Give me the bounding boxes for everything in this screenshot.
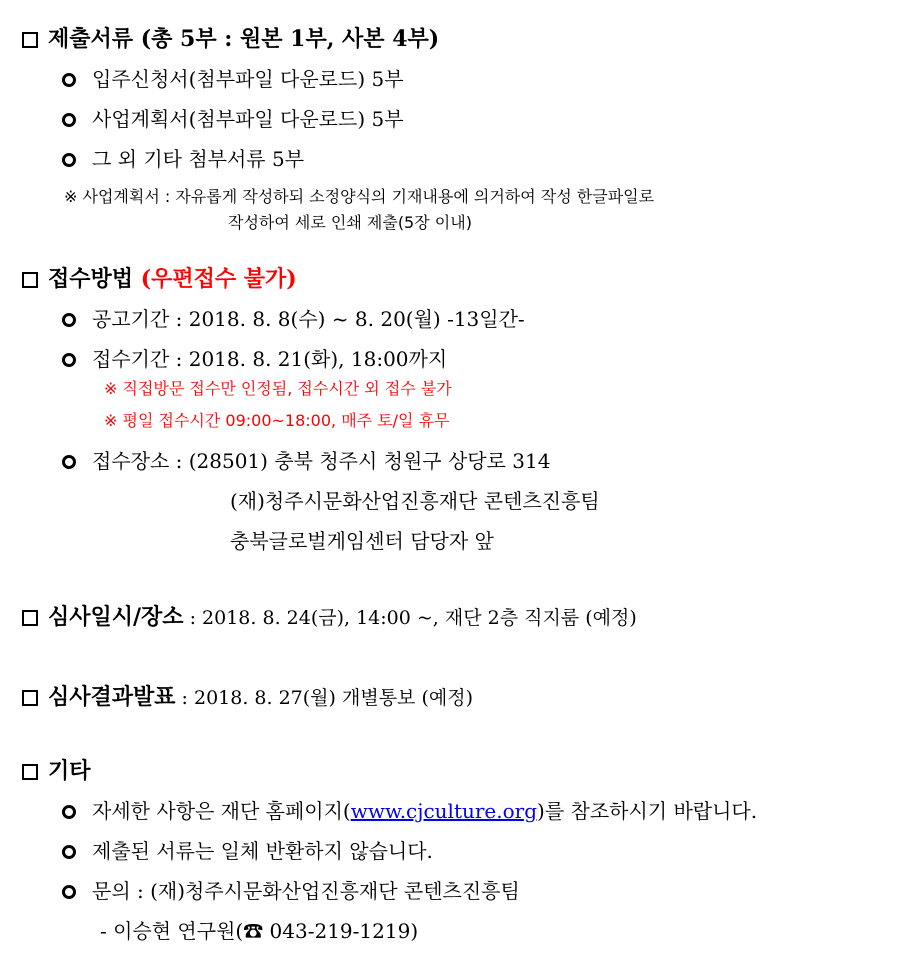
list-item-text: 제출된 서류는 일체 반환하지 않습니다.	[92, 839, 433, 863]
list-item-text: 그 외 기타 첨부서류 5부	[92, 147, 305, 171]
section-title: 심사결과발표	[48, 684, 176, 710]
section-result-heading	[22, 682, 473, 713]
checkbox-square-icon	[22, 32, 38, 48]
section-review-heading	[22, 602, 637, 633]
section-title-suffix: (우편접수 불가)	[140, 266, 297, 292]
contact-line: - 이승현 연구원(☎ 043-219-1219)	[100, 919, 419, 943]
list-item-text: 공고기간 : 2018. 8. 8(수) ~ 8. 20(월) -13일간-	[92, 307, 525, 331]
circle-bullet-icon	[62, 455, 76, 469]
list-item-text: 자세한 사항은 재단 홈페이지(	[92, 799, 351, 823]
circle-bullet-icon	[62, 73, 76, 87]
list-item	[62, 344, 447, 374]
address-line: 충북글로벌게임센터 담당자 앞	[230, 529, 494, 553]
note-line: ※ 사업계획서 : 자유롭게 작성하되 소정양식의 기재내용에 의거하여 작성 한글파일로	[64, 187, 655, 206]
list-item	[62, 144, 304, 174]
list-item	[62, 304, 525, 334]
checkbox-square-icon	[22, 690, 38, 706]
circle-bullet-icon	[62, 805, 76, 819]
list-item	[62, 64, 404, 94]
list-item-text: 접수기간 : 2018. 8. 21(화), 18:00까지	[92, 347, 448, 371]
checkbox-square-icon	[22, 610, 38, 626]
address-line: (재)청주시문화산업진흥재단 콘텐츠진흥팀	[230, 489, 600, 513]
homepage-link[interactable]: www.cjculture.org	[350, 799, 538, 823]
circle-bullet-icon	[62, 353, 76, 367]
section-title: 기타	[48, 758, 91, 784]
list-item-text: 문의 : (재)청주시문화산업진흥재단 콘텐츠진흥팀	[92, 879, 520, 903]
list-item-text: 사업계획서(첨부파일 다운로드) 5부	[92, 107, 404, 131]
section-title-suffix: (총 5부 : 원본 1부, 사본 4부)	[140, 26, 440, 52]
list-item-text: 접수장소 : (28501) 충북 청주시 청원구 상당로 314	[92, 449, 551, 473]
warning-note: ※ 직접방문 접수만 인정됨, 접수시간 외 접수 불가	[104, 379, 452, 398]
list-item-text: )를 참조하시기 바랍니다.	[537, 799, 758, 823]
checkbox-square-icon	[22, 272, 38, 288]
section-etc-heading	[22, 756, 91, 786]
warning-note: ※ 평일 접수시간 09:00~18:00, 매주 토/일 휴무	[104, 411, 450, 430]
list-item-text: 입주신청서(첨부파일 다운로드) 5부	[92, 67, 404, 91]
section-title: 접수방법	[48, 266, 134, 292]
circle-bullet-icon	[62, 313, 76, 327]
note-line: 작성하여 세로 인쇄 제출(5장 이내)	[228, 213, 472, 232]
circle-bullet-icon	[62, 885, 76, 899]
list-item	[62, 836, 433, 866]
circle-bullet-icon	[62, 845, 76, 859]
circle-bullet-icon	[62, 153, 76, 167]
section-submission-heading	[22, 264, 297, 294]
section-title: 심사일시/장소	[48, 604, 184, 630]
list-item	[62, 796, 757, 826]
section-documents-heading	[22, 24, 439, 54]
section-title-suffix: : 2018. 8. 24(금), 14:00 ~, 재단 2층 직지룸 (예정)	[183, 607, 637, 629]
list-item	[62, 446, 550, 476]
circle-bullet-icon	[62, 113, 76, 127]
section-title: 제출서류	[48, 26, 134, 52]
section-title-suffix: : 2018. 8. 27(월) 개별통보 (예정)	[175, 687, 473, 709]
list-item	[62, 104, 404, 134]
checkbox-square-icon	[22, 764, 38, 780]
list-item	[62, 876, 520, 906]
